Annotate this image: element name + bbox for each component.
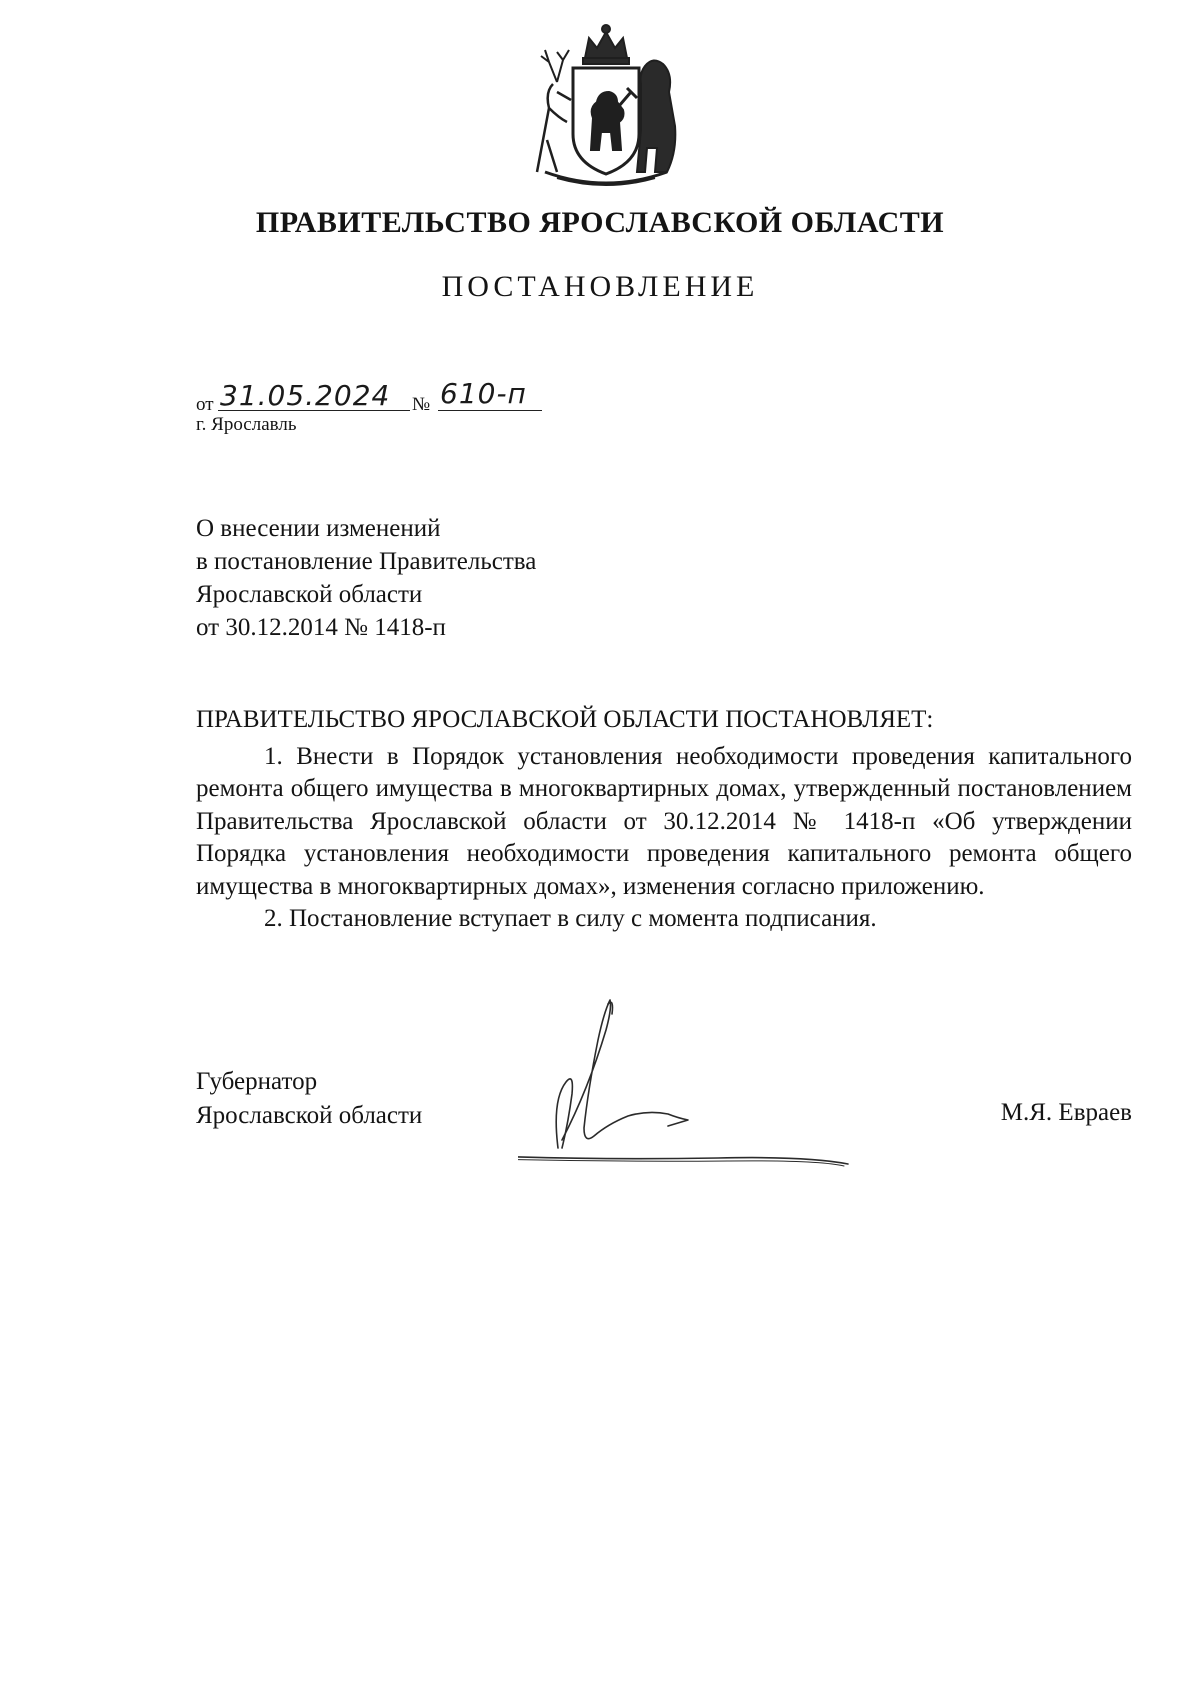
decree-paragraph: 2. Постановление вступает в силу с момента подписания. [264, 905, 877, 933]
date-underline [218, 410, 410, 411]
subject-line: Ярославской области [196, 581, 423, 608]
subject-line: О внесении изменений [196, 515, 441, 542]
number-label: № [412, 394, 431, 415]
organization-title: ПРАВИТЕЛЬСТВО ЯРОСЛАВСКОЙ ОБЛАСТИ [255, 206, 945, 239]
number-underline [438, 410, 542, 411]
signer-title-line: Ярославской области [196, 1102, 423, 1129]
signer-title [196, 1065, 496, 1133]
handwritten-signature [518, 990, 918, 1170]
signer-title-line: Губернатор [196, 1068, 318, 1095]
subject-block [196, 512, 796, 644]
subject-line: от 30.12.2014 № 1418-п [196, 614, 446, 641]
coat-of-arms-emblem [527, 22, 685, 190]
decree-paragraph: 1. Внести в Порядок установления необходимости проведения капитального ремонта общего имущества в многоквартирных домах, утвержденный постановлением Правительства Ярославской области от 30.12.2014 № 1418-п «Об утверждении Порядка установления необходимости проведения капитального ремонта общего имущества в многоквартирных домах», изменения согласно приложению. [196, 743, 1132, 900]
signer-name: М.Я. Евраев [1000, 1099, 1132, 1126]
document-type-heading: ПОСТАНОВЛЕНИЕ [441, 270, 759, 303]
handwritten-number: 610-п [440, 377, 527, 410]
subject-line: в постановление Правительства [196, 548, 537, 575]
handwritten-date: 31.05.2024 [220, 379, 391, 412]
from-label: от [196, 394, 214, 415]
decree-lead: ПРАВИТЕЛЬСТВО ЯРОСЛАВСКОЙ ОБЛАСТИ ПОСТАНОВЛЯЕТ: [196, 706, 934, 733]
decree-body [196, 741, 1132, 935]
city-label: г. Ярославль [196, 414, 297, 435]
